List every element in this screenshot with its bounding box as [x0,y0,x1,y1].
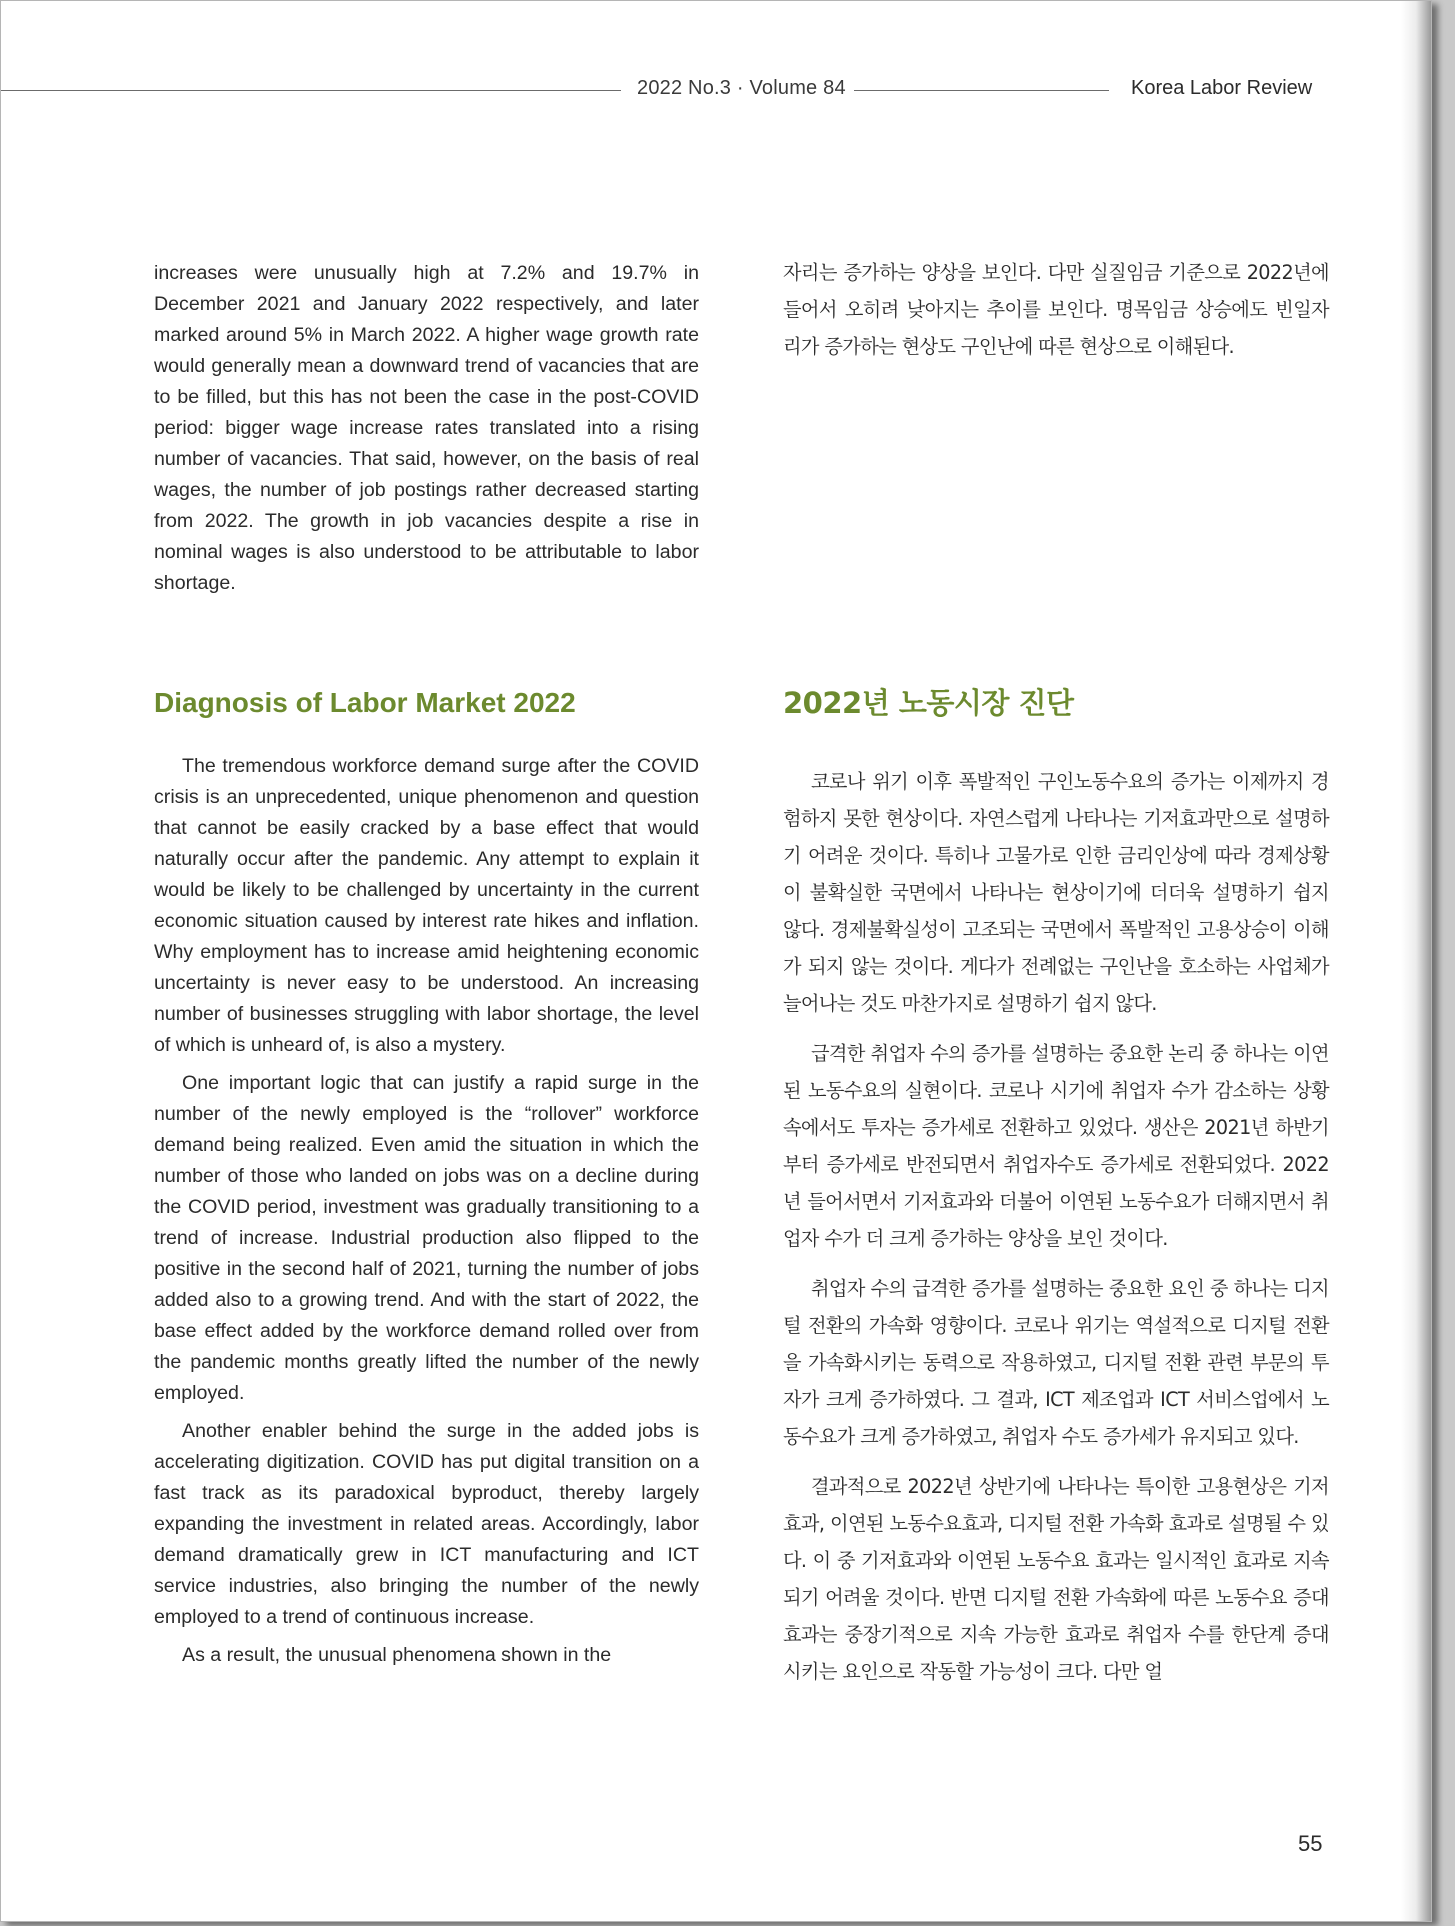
korean-paragraph-2: 급격한 취업자 수의 증가를 설명하는 중요한 논리 중 하나는 이연된 노동수요의 실현이다. 코로나 시기에 취업자 수가 감소하는 상황속에서도 투자는 증가세로 전환하고 있었다. 생산은 2021년 하반기부터 증가세로 반전되면서 취업자수도 증가세로 전환되었다. 2022년 들어서면서 기저효과와 더불어 이연된 노동수요가 더해지면서 취업자 수가 더 크게 증가하는 양상을 보인 것이다. [783,1042,1329,1250]
korean-paragraph-1: 코로나 위기 이후 폭발적인 구인노동수요의 증가는 이제까지 경험하지 못한 현상이다. 자연스럽게 나타나는 기저효과만으로 설명하기 어려운 것이다. 특히나 고물가로 인한 금리인상에 따라 경제상황이 불확실한 국면에서 나타나는 현상이기에 더더욱 설명하기 쉽지 않다. 경제불확실성이 고조되는 국면에서 폭발적인 고용상승이 이해가 되지 않는 것이다. 게다가 전례없는 구인난을 호소하는 사업체가 늘어나는 것도 마찬가지로 설명하기 쉽지 않다. [783,770,1329,1015]
english-paragraph-2: One important logic that can justify a rapid surge in the number of the newly employed is the “rollover” workforce demand being realized. Even amid the situation in which the number of those who landed on jobs was on a decline during the COVID period, investment was gradually transitioning to a trend of increase. Industrial production also flipped to the positive in the second half of 2021, turning the number of jobs added also to a growing trend. And with the start of 2022, the base effect added by the workforce demand rolled over from the pandemic months greatly lifted the number of the newly employed. [154,1072,699,1404]
header-rule-left [1,90,621,91]
english-paragraph-3: Another enabler behind the surge in the added jobs is accelerating digitization. COVID has put digital transition on a fast track as its paradoxical byproduct, thereby largely expanding the investment in related areas. Accordingly, labor demand dramatically grew in ICT manufacturing and ICT service industries, also bringing the number of the newly employed to a trend of continuous increase. [154,1420,699,1628]
korean-body [783,763,1329,1703]
english-section-heading: Diagnosis of Labor Market 2022 [154,687,576,718]
page-number: 55 [1298,1831,1323,1856]
english-intro-paragraph: increases were unusually high at 7.2% and 19.7% in December 2021 and January 2022 respectively, and later marked around 5% in March 2022. A higher wage growth rate would generally mean a downward trend of vacancies that are to be filled, but this has not been the case in the post-COVID period: bigger wage increase rates translated into a rising number of vacancies. That said, however, on the basis of real wages, the number of job postings rather decreased starting from 2022. The growth in job vacancies despite a rise in nominal wages is also understood to be attributable to labor shortage. [154,262,699,594]
english-body [154,751,699,1678]
journal-title: Korea Labor Review [1131,77,1313,99]
english-intro-block [154,258,699,599]
english-paragraph-4: As a result, the unusual phenomena shown in the [182,1644,612,1666]
korean-section-heading: 2022년 노동시장 진단 [783,686,1074,720]
running-header [1,77,1331,107]
korean-paragraph-3: 취업자 수의 급격한 증가를 설명하는 중요한 요인 중 하나는 디지털 전환의 가속화 영향이다. 코로나 위기는 역설적으로 디지털 전환을 가속화시키는 동력으로 작용하였고, 디지털 전환 관련 부문의 투자가 크게 증가하였다. 그 결과, ICT 제조업과 ICT 서비스업에서 노동수요가 크게 증가하였고, 취업자 수도 증가세가 유지되고 있다. [783,1277,1329,1448]
header-rule-middle [854,90,1109,91]
korean-paragraph-4: 결과적으로 2022년 상반기에 나타나는 특이한 고용현상은 기저효과, 이연된 노동수요효과, 디지털 전환 가속화 효과로 설명될 수 있다. 이 중 기저효과와 이연된 노동수요 효과는 일시적인 효과로 지속되기 어려울 것이다. 반면 디지털 전환 가속화에 따른 노동수요 증대효과는 중장기적으로 지속 가능한 효과로 취업자 수를 한단계 증대시키는 요인으로 작동할 가능성이 크다. 다만 얼 [783,1475,1329,1683]
korean-intro-paragraph: 자리는 증가하는 양상을 보인다. 다만 실질임금 기준으로 2022년에 들어서 오히려 낮아지는 추이를 보인다. 명목임금 상승에도 빈일자리가 증가하는 현상도 구인난에 따른 현상으로 이해된다. [783,261,1329,358]
korean-intro-block [783,254,1329,365]
page-edge-shadow [1401,1,1431,1922]
english-paragraph-1: The tremendous workforce demand surge after the COVID crisis is an unprecedented, unique phenomenon and question that cannot be easily cracked by a base effect that would naturally occur after the pandemic. Any attempt to explain it would be likely to be challenged by uncertainty in the current economic situation caused by interest rate hikes and inflation. Why employment has to increase amid heightening economic uncertainty is never easy to be understood. An increasing number of businesses struggling with labor shortage, the level of which is unheard of, is also a mystery. [154,755,699,1056]
issue-label: 2022 No.3 · Volume 84 [637,77,846,99]
